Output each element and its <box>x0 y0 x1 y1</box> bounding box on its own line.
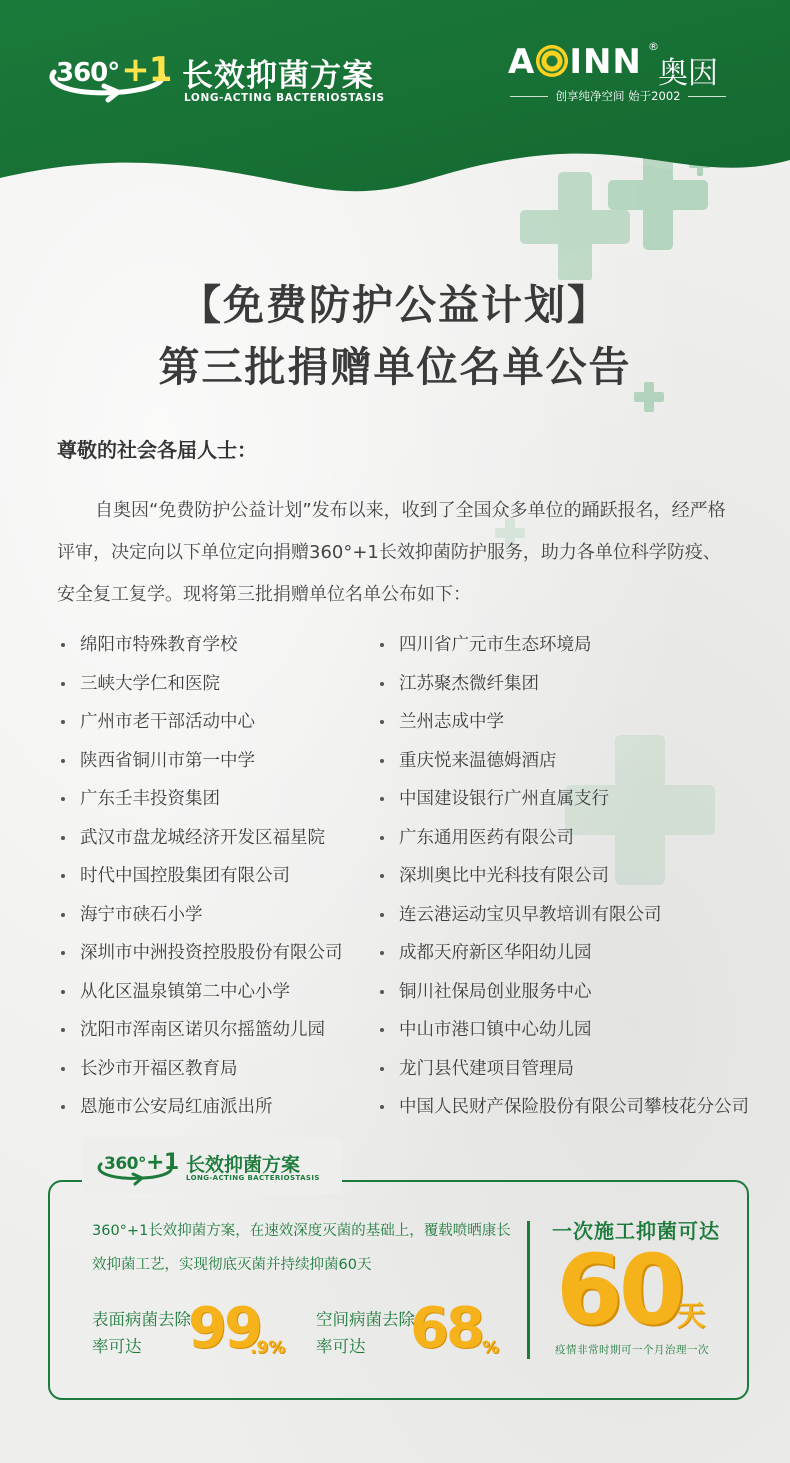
card-logo-title: 长效抑菌方案 <box>186 1154 301 1176</box>
card-logo-subtitle: LONG-ACTING BACTERIOSTASIS <box>186 1174 320 1182</box>
list-item: 广东通用医药有限公司 <box>377 823 749 862</box>
registered-mark: ® <box>648 40 659 53</box>
card-divider <box>527 1221 530 1359</box>
list-item: 沈阳市浑南区诺贝尔摇篮幼儿园 <box>58 1015 343 1054</box>
sun-icon <box>536 45 568 77</box>
days-value: 60 <box>556 1234 682 1346</box>
list-item: 时代中国控股集团有限公司 <box>58 861 343 900</box>
header-subtitle: LONG-ACTING BACTERIOSTASIS <box>184 92 385 104</box>
list-item: 广东壬丰投资集团 <box>58 784 343 823</box>
once-label: 一次施工抑菌可达 <box>552 1219 720 1243</box>
stat-surface-value: 99 <box>188 1296 260 1361</box>
stat-surface-label: 表面病菌去除率可达 <box>92 1310 191 1356</box>
list-item: 四川省广元市生态环境局 <box>377 630 749 669</box>
list-item: 兰州志成中学 <box>377 707 749 746</box>
list-item: 连云港运动宝贝早教培训有限公司 <box>377 900 749 939</box>
page-title-line-2: 第三批捐赠单位名单公告 <box>158 343 632 391</box>
list-item: 重庆悦来温德姆酒店 <box>377 746 749 785</box>
days-unit: 天 <box>677 1299 706 1332</box>
list-item: 深圳奥比中光科技有限公司 <box>377 861 749 900</box>
list-item: 从化区温泉镇第二中心小学 <box>58 977 343 1016</box>
page-title-line-1: 【免费防护公益计划】 <box>180 281 610 329</box>
card-description: 360°+1长效抑菌方案，在速效深度灭菌的基础上，覆载喷晒康长效抑菌工艺，实现彻底灭菌并持续抑菌60天 <box>92 1223 511 1273</box>
stat-space-suffix: % <box>482 1338 500 1358</box>
intro-paragraph: 自奥因“免费防护公益计划”发布以来，收到了全国众多单位的踊跃报名，经严格评审，决定向以下单位定向捐赠360°+1长效抑菌防护服务，助力各单位科学防疫、安全复工复学。现将第三批捐赠单位名单公布如下： <box>57 500 726 605</box>
list-item: 铜川社保局创业服务中心 <box>377 977 749 1016</box>
list-item: 陕西省铜川市第一中学 <box>58 746 343 785</box>
aoinn-logo: A INN <box>508 42 642 82</box>
list-item: 长沙市开福区教育局 <box>58 1054 343 1093</box>
stat-space-value: 68 <box>410 1296 482 1361</box>
stat-space-label: 空间病菌去除率可达 <box>316 1310 415 1356</box>
header-badge: 360°+1 <box>56 50 172 90</box>
list-item: 绵阳市特殊教育学校 <box>58 630 343 669</box>
list-item: 龙门县代建项目管理局 <box>377 1054 749 1093</box>
greeting: 尊敬的社会各届人士： <box>57 438 257 462</box>
brand-slogan: 创享纯净空间 始于2002 <box>510 88 726 104</box>
list-item: 中山市港口镇中心幼儿园 <box>377 1015 749 1054</box>
card-logo-badge: 360°+1 <box>104 1150 179 1175</box>
header-title: 长效抑菌方案 <box>182 58 374 94</box>
list-item: 三峡大学仁和医院 <box>58 669 343 708</box>
list-item: 海宁市硖石小学 <box>58 900 343 939</box>
list-item: 武汉市盘龙城经济开发区福星院 <box>58 823 343 862</box>
list-item: 中国建设银行广州直属支行 <box>377 784 749 823</box>
list-item: 广州市老干部活动中心 <box>58 707 343 746</box>
brand-chinese-name: 奥因 <box>658 56 718 91</box>
stat-surface-suffix: .9% <box>250 1338 286 1358</box>
donee-list-right <box>377 630 749 1131</box>
list-item: 恩施市公安局红庙派出所 <box>58 1092 343 1131</box>
list-item: 江苏聚杰微纤集团 <box>377 669 749 708</box>
list-item: 深圳市中洲投资控股股份有限公司 <box>58 938 343 977</box>
card-note: 疫情非常时期可一个月治理一次 <box>555 1344 709 1356</box>
list-item: 成都天府新区华阳幼儿园 <box>377 938 749 977</box>
list-item: 中国人民财产保险股份有限公司攀枝花分公司 <box>377 1092 749 1131</box>
donee-list-left <box>58 630 343 1131</box>
